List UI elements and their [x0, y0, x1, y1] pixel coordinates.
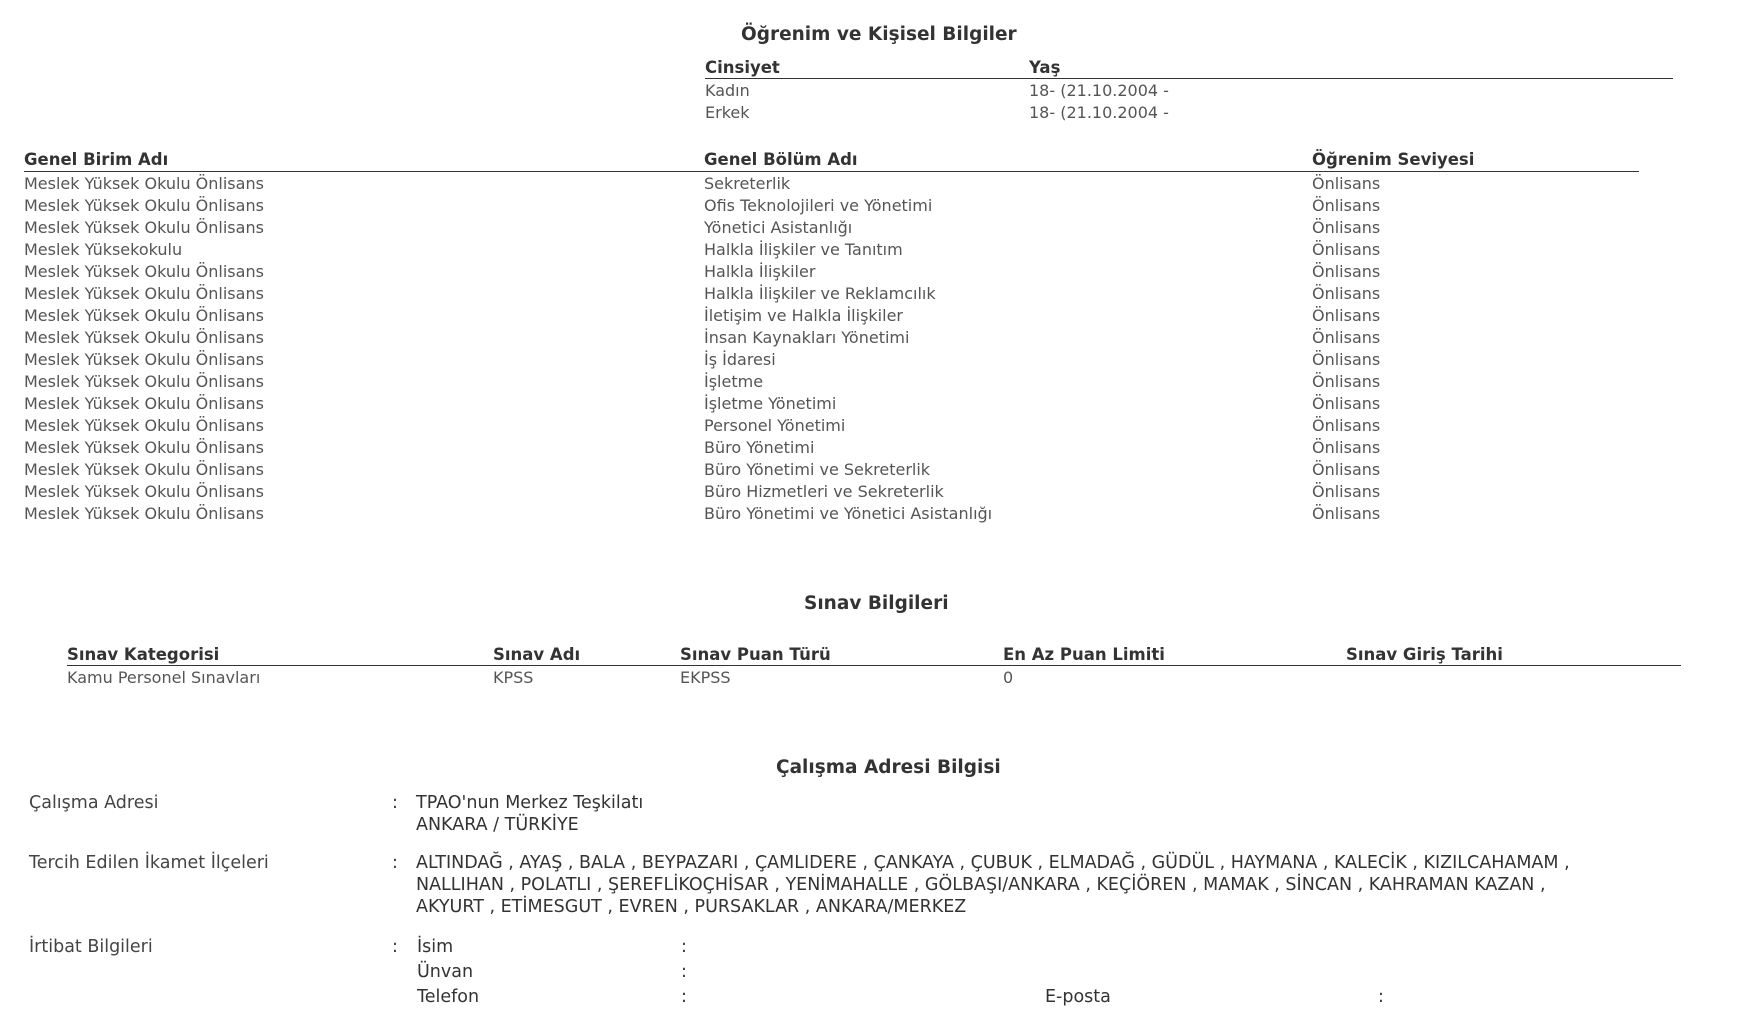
department-cell: Ofis Teknolojileri ve Yönetimi: [704, 196, 933, 215]
department-cell: Personel Yönetimi: [704, 416, 846, 435]
level-column: [1312, 173, 1380, 525]
exam-min-score-cell: 0: [1003, 668, 1014, 687]
unit-cell: Meslek Yüksek Okulu Önlisans: [24, 284, 264, 303]
department-cell: Büro Yönetimi ve Yönetici Asistanlığı: [704, 504, 993, 523]
unit-cell: Meslek Yüksek Okulu Önlisans: [24, 350, 264, 369]
unit-cell: Meslek Yüksek Okulu Önlisans: [24, 394, 264, 413]
exam-section-title: Sınav Bilgileri: [804, 593, 949, 614]
contact-name-colon: :: [681, 937, 687, 957]
personal-header-rule: [705, 78, 1673, 79]
level-cell: Önlisans: [1312, 306, 1381, 325]
level-cell: Önlisans: [1312, 372, 1381, 391]
level-cell: Önlisans: [1312, 460, 1381, 479]
work-address-section-title: Çalışma Adresi Bilgisi: [776, 757, 1001, 778]
contact-email-label: E-posta: [1045, 987, 1111, 1007]
gender-cell: Kadın: [705, 81, 750, 100]
department-cell: Yönetici Asistanlığı: [704, 218, 853, 237]
department-header: Genel Bölüm Adı: [704, 150, 858, 169]
exam-category-header: Sınav Kategorisi: [67, 645, 220, 664]
level-cell: Önlisans: [1312, 504, 1381, 523]
personal-section-title: Öğrenim ve Kişisel Bilgiler: [741, 24, 1017, 45]
contact-email-colon: :: [1378, 987, 1384, 1007]
level-cell: Önlisans: [1312, 350, 1381, 369]
contact-name-label: İsim: [417, 937, 454, 957]
contact-label: İrtibat Bilgileri: [29, 937, 153, 957]
age-header: Yaş: [1029, 58, 1061, 77]
contact-phone-label: Telefon: [417, 987, 480, 1007]
education-header-rule: [24, 171, 1639, 172]
department-cell: Halkla İlişkiler: [704, 262, 816, 281]
districts-label: Tercih Edilen İkamet İlçeleri: [29, 853, 269, 873]
department-column: [704, 173, 992, 525]
contact-title-colon: :: [681, 962, 687, 982]
unit-cell: Meslek Yüksek Okulu Önlisans: [24, 372, 264, 391]
department-cell: Halkla İlişkiler ve Reklamcılık: [704, 284, 936, 303]
level-cell: Önlisans: [1312, 416, 1381, 435]
districts-colon: :: [392, 853, 398, 873]
department-cell: Sekreterlik: [704, 174, 791, 193]
age-cell: 18- (21.10.2004 -: [1029, 81, 1169, 100]
level-cell: Önlisans: [1312, 284, 1381, 303]
exam-min-score-header: En Az Puan Limiti: [1003, 645, 1165, 664]
level-cell: Önlisans: [1312, 174, 1381, 193]
level-cell: Önlisans: [1312, 240, 1381, 259]
department-cell: Büro Yönetimi ve Sekreterlik: [704, 460, 931, 479]
gender-column: [705, 80, 750, 124]
unit-cell: Meslek Yüksek Okulu Önlisans: [24, 328, 264, 347]
department-cell: İş İdaresi: [704, 350, 776, 369]
department-cell: Büro Yönetimi: [704, 438, 815, 457]
unit-cell: Meslek Yüksek Okulu Önlisans: [24, 262, 264, 281]
department-cell: İnsan Kaynakları Yönetimi: [704, 328, 910, 347]
department-cell: Halkla İlişkiler ve Tanıtım: [704, 240, 903, 259]
exam-score-type-cell: EKPSS: [680, 668, 731, 687]
level-cell: Önlisans: [1312, 438, 1381, 457]
unit-header: Genel Birim Adı: [24, 150, 169, 169]
contact-phone-colon: :: [681, 987, 687, 1007]
districts-line: NALLIHAN , POLATLI , ŞEREFLİKOÇHİSAR , YENİMAHALLE , GÖLBAŞI/ANKARA , KEÇİÖREN , MAMAK , SİNCAN , KAHRAMAN KAZAN ,: [416, 875, 1546, 895]
level-cell: Önlisans: [1312, 262, 1381, 281]
unit-cell: Meslek Yüksek Okulu Önlisans: [24, 460, 264, 479]
age-cell: 18- (21.10.2004 -: [1029, 103, 1169, 122]
level-cell: Önlisans: [1312, 218, 1381, 237]
unit-column: [24, 173, 264, 525]
districts-line: ALTINDAĞ , AYAŞ , BALA , BEYPAZARI , ÇAMLIDERE , ÇANKAYA , ÇUBUK , ELMADAĞ , GÜDÜL , HAYMANA , KALECİK , KIZILCAHAMAM ,: [416, 853, 1570, 873]
unit-cell: Meslek Yüksek Okulu Önlisans: [24, 504, 264, 523]
unit-cell: Meslek Yüksek Okulu Önlisans: [24, 196, 264, 215]
exam-name-cell: KPSS: [493, 668, 534, 687]
level-cell: Önlisans: [1312, 482, 1381, 501]
unit-cell: Meslek Yüksek Okulu Önlisans: [24, 438, 264, 457]
exam-score-type-header: Sınav Puan Türü: [680, 645, 831, 664]
exam-header-rule: [67, 665, 1681, 666]
unit-cell: Meslek Yüksekokulu: [24, 240, 183, 259]
exam-entry-date-header: Sınav Giriş Tarihi: [1346, 645, 1503, 664]
contact-colon: :: [392, 937, 398, 957]
gender-cell: Erkek: [705, 103, 750, 122]
department-cell: İşletme: [704, 372, 764, 391]
unit-cell: Meslek Yüksek Okulu Önlisans: [24, 416, 264, 435]
department-cell: Büro Hizmetleri ve Sekreterlik: [704, 482, 944, 501]
unit-cell: Meslek Yüksek Okulu Önlisans: [24, 218, 264, 237]
address-line: TPAO'nun Merkez Teşkilatı: [416, 793, 644, 813]
gender-header: Cinsiyet: [705, 58, 780, 77]
exam-name-header: Sınav Adı: [493, 645, 581, 664]
unit-cell: Meslek Yüksek Okulu Önlisans: [24, 306, 264, 325]
address-label: Çalışma Adresi: [29, 793, 159, 813]
level-header: Öğrenim Seviyesi: [1312, 150, 1475, 169]
level-cell: Önlisans: [1312, 196, 1381, 215]
districts-line: AKYURT , ETİMESGUT , EVREN , PURSAKLAR , ANKARA/MERKEZ: [416, 897, 967, 917]
age-column: [1029, 80, 1169, 124]
exam-category-cell: Kamu Personel Sınavları: [67, 668, 261, 687]
level-cell: Önlisans: [1312, 394, 1381, 413]
contact-title-label: Ünvan: [417, 962, 474, 982]
address-colon: :: [392, 793, 398, 813]
unit-cell: Meslek Yüksek Okulu Önlisans: [24, 482, 264, 501]
unit-cell: Meslek Yüksek Okulu Önlisans: [24, 174, 264, 193]
address-line: ANKARA / TÜRKİYE: [416, 815, 579, 835]
department-cell: İşletme Yönetimi: [704, 394, 837, 413]
level-cell: Önlisans: [1312, 328, 1381, 347]
department-cell: İletişim ve Halkla İlişkiler: [704, 306, 903, 325]
